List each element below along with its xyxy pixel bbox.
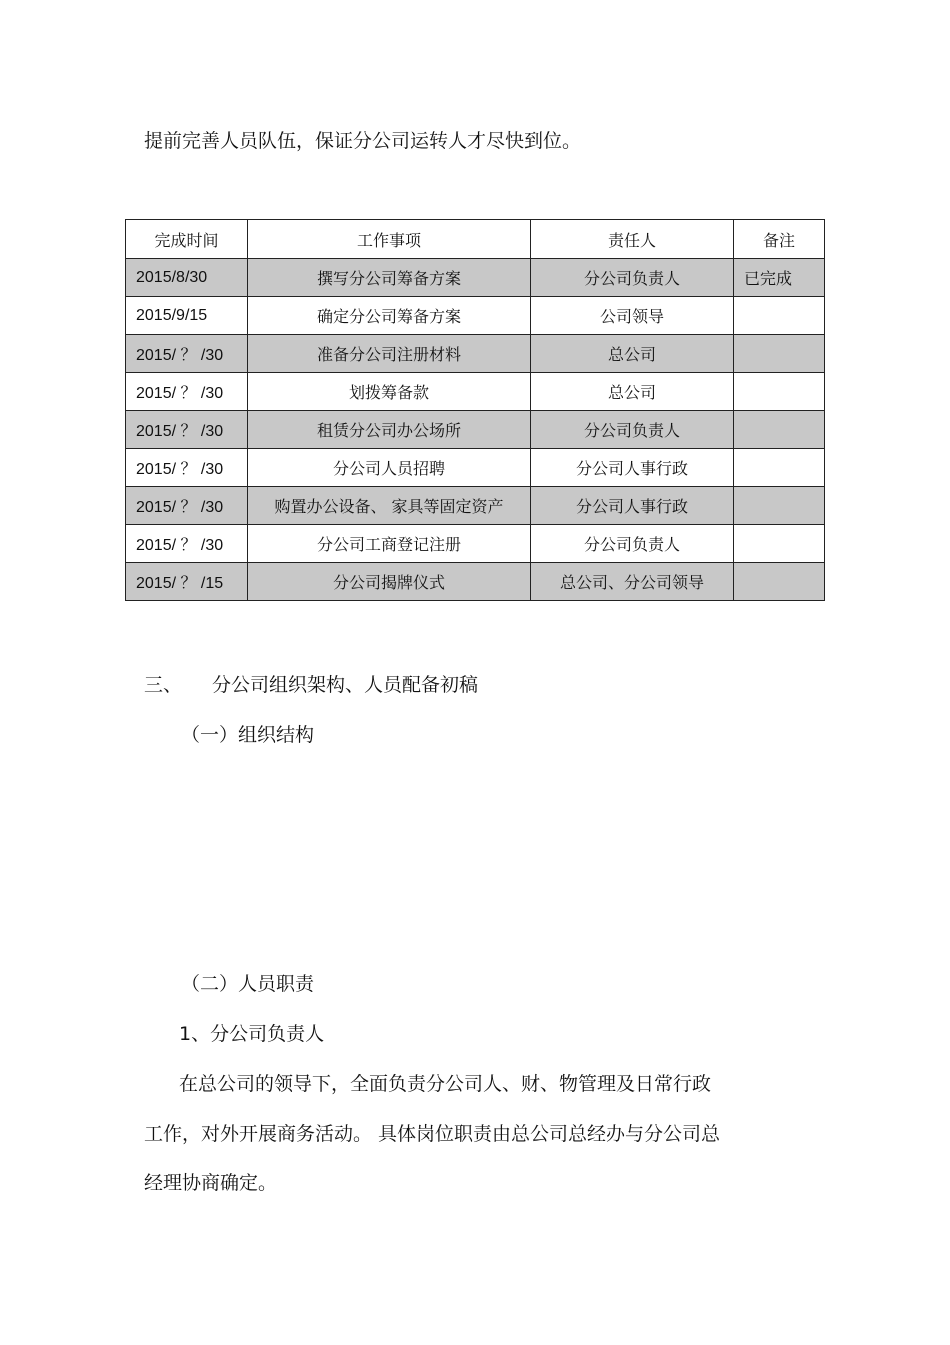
table-row [126, 297, 825, 335]
note-cell [734, 487, 825, 525]
note-cell: 已完成 [734, 259, 825, 297]
note-cell [734, 563, 825, 601]
date-cell: 2015/ ？ /30 [126, 487, 248, 525]
task-cell: 租赁分公司办公场所 [248, 411, 531, 449]
task-cell: 分公司揭牌仪式 [248, 563, 531, 601]
owner-cell: 总公司、分公司领导 [531, 563, 734, 601]
table-row [126, 525, 825, 563]
intro-paragraph: 提前完善人员队伍，保证分公司运转人才尽快到位。 [144, 130, 582, 152]
owner-cell: 公司领导 [531, 297, 734, 335]
owner-cell: 分公司人事行政 [531, 449, 734, 487]
table-row [126, 259, 825, 297]
note-cell [734, 335, 825, 373]
task-cell: 分公司工商登记注册 [248, 525, 531, 563]
date-cell: 2015/8/30 [126, 259, 248, 297]
body-line: 在总公司的领导下，全面负责分公司人、财、物管理及日常行政 [179, 1073, 712, 1095]
task-cell: 购置办公设备、 家具等固定资产 [248, 487, 531, 525]
note-cell [734, 297, 825, 335]
date-cell: 2015/ ？ /30 [126, 525, 248, 563]
owner-cell: 分公司负责人 [531, 259, 734, 297]
owner-cell: 总公司 [531, 335, 734, 373]
subsection-heading-org: （一）组织结构 [181, 724, 315, 746]
owner-cell: 分公司负责人 [531, 525, 734, 563]
date-cell: 2015/ ？ /30 [126, 373, 248, 411]
header-date: 完成时间 [126, 220, 248, 259]
table-row [126, 373, 825, 411]
owner-cell: 分公司人事行政 [531, 487, 734, 525]
date-cell: 2015/ ？ /30 [126, 411, 248, 449]
table-row [126, 563, 825, 601]
note-cell [734, 411, 825, 449]
table-row [126, 449, 825, 487]
header-note: 备注 [734, 220, 825, 259]
note-cell [734, 449, 825, 487]
date-cell: 2015/ ？ /15 [126, 563, 248, 601]
table-header-row [126, 220, 825, 259]
task-cell: 撰写分公司筹备方案 [248, 259, 531, 297]
table-row [126, 411, 825, 449]
section-title: 分公司组织架构、人员配备初稿 [212, 674, 479, 696]
date-cell: 2015/ ？ /30 [126, 335, 248, 373]
body-line: 经理协商确定。 [144, 1172, 278, 1194]
task-cell: 准备分公司注册材料 [248, 335, 531, 373]
note-cell [734, 373, 825, 411]
header-owner: 责任人 [531, 220, 734, 259]
table-row [126, 487, 825, 525]
task-cell: 分公司人员招聘 [248, 449, 531, 487]
section-number: 三、 [144, 674, 183, 696]
owner-cell: 总公司 [531, 373, 734, 411]
date-cell: 2015/ ？ /30 [126, 449, 248, 487]
note-cell [734, 525, 825, 563]
header-task: 工作事项 [248, 220, 531, 259]
owner-cell: 分公司负责人 [531, 411, 734, 449]
date-cell: 2015/9/15 [126, 297, 248, 335]
item-heading: 1、分公司负责人 [179, 1023, 325, 1045]
table-row [126, 335, 825, 373]
task-cell: 确定分公司筹备方案 [248, 297, 531, 335]
schedule-table [125, 219, 825, 601]
subsection-heading-duties: （二）人员职责 [181, 973, 315, 995]
task-cell: 划拨筹备款 [248, 373, 531, 411]
body-line: 工作，对外开展商务活动。 具体岗位职责由总公司总经办与分公司总 [144, 1123, 721, 1145]
section-heading [144, 673, 478, 697]
